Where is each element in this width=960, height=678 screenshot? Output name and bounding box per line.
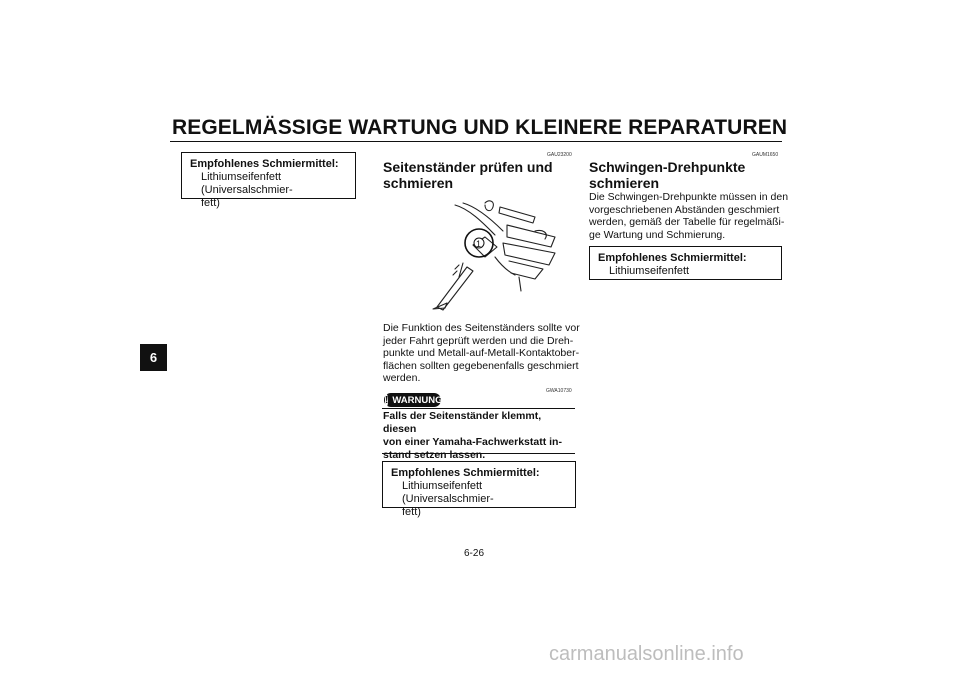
- section-heading-sidestand: [383, 159, 553, 191]
- text-line: punkte und Metall-auf-Metall-Kontaktober-: [383, 347, 580, 359]
- lubricant-value-line: fett): [402, 506, 421, 518]
- sidestand-paragraph: [383, 322, 580, 385]
- warning-badge: [384, 393, 441, 407]
- section-code: GAUM1650: [752, 152, 779, 158]
- watermark: carmanualsonline.info: [549, 643, 744, 665]
- page-title: REGELMÄSSIGE WARTUNG UND KLEINERE REPARATUREN: [172, 116, 788, 139]
- warning-text: [383, 410, 575, 462]
- lubricant-value-line: Lithiumseifenfett (Universalschmier-: [402, 480, 494, 505]
- lubricant-value-line: fett): [201, 197, 220, 209]
- warning-bottom-rule: [382, 453, 575, 454]
- heading-line: Seitenständer prüfen und: [383, 159, 553, 175]
- warning-line: stand setzen lassen.: [383, 449, 486, 461]
- text-line: Die Funktion des Seitenständers sollte vor: [383, 322, 580, 334]
- warning-code: GWA10730: [546, 388, 572, 394]
- lubricant-value-line: Lithiumseifenfett (Universalschmier-: [201, 171, 293, 196]
- lubricant-label: Empfohlenes Schmiermittel:: [598, 252, 747, 264]
- page-number: 6-26: [464, 548, 485, 559]
- text-line: vorgeschriebenen Abständen geschmiert: [589, 203, 780, 216]
- section-heading-swingarm: [589, 159, 745, 191]
- lubricant-box-sidestand: [382, 461, 576, 518]
- text-line: werden, gemäß der Tabelle für regelmäßi-: [589, 216, 785, 228]
- chapter-tab: 6: [140, 344, 167, 371]
- lubricant-label: Empfohlenes Schmiermittel:: [190, 158, 339, 170]
- text-line: jeder Fahrt geprüft werden und die Dreh-: [383, 334, 574, 347]
- text-line: ge Wartung und Schmierung.: [589, 228, 726, 241]
- sidestand-illustration: [415, 195, 565, 315]
- lubricant-label: Empfohlenes Schmiermittel:: [391, 467, 540, 479]
- lubricant-value-line: Lithiumseifenfett: [609, 265, 690, 277]
- lubricant-box-left: [181, 152, 356, 209]
- warning-label: WARNUNG: [392, 394, 443, 406]
- warning-line: Falls der Seitenständer klemmt, diesen: [383, 410, 542, 435]
- text-line: flächen sollten gegebenenfalls geschmiert: [383, 359, 579, 372]
- warning-line: von einer Yamaha-Fachwerkstatt in-: [383, 436, 562, 448]
- warning-top-rule: [382, 408, 575, 409]
- heading-line: schmieren: [383, 175, 454, 191]
- text-line: Die Schwingen-Drehpunkte müssen in den: [589, 191, 789, 203]
- heading-line: schmieren: [589, 175, 660, 191]
- section-code: GAU23200: [547, 152, 572, 158]
- swingarm-paragraph: [589, 191, 788, 241]
- title-divider: [170, 141, 782, 142]
- callout-number: 1: [476, 239, 482, 249]
- heading-line: Schwingen-Drehpunkte: [589, 159, 746, 175]
- warning-icon: !: [385, 394, 389, 406]
- lubricant-box-swingarm: [589, 246, 782, 280]
- text-line: werden.: [383, 372, 421, 384]
